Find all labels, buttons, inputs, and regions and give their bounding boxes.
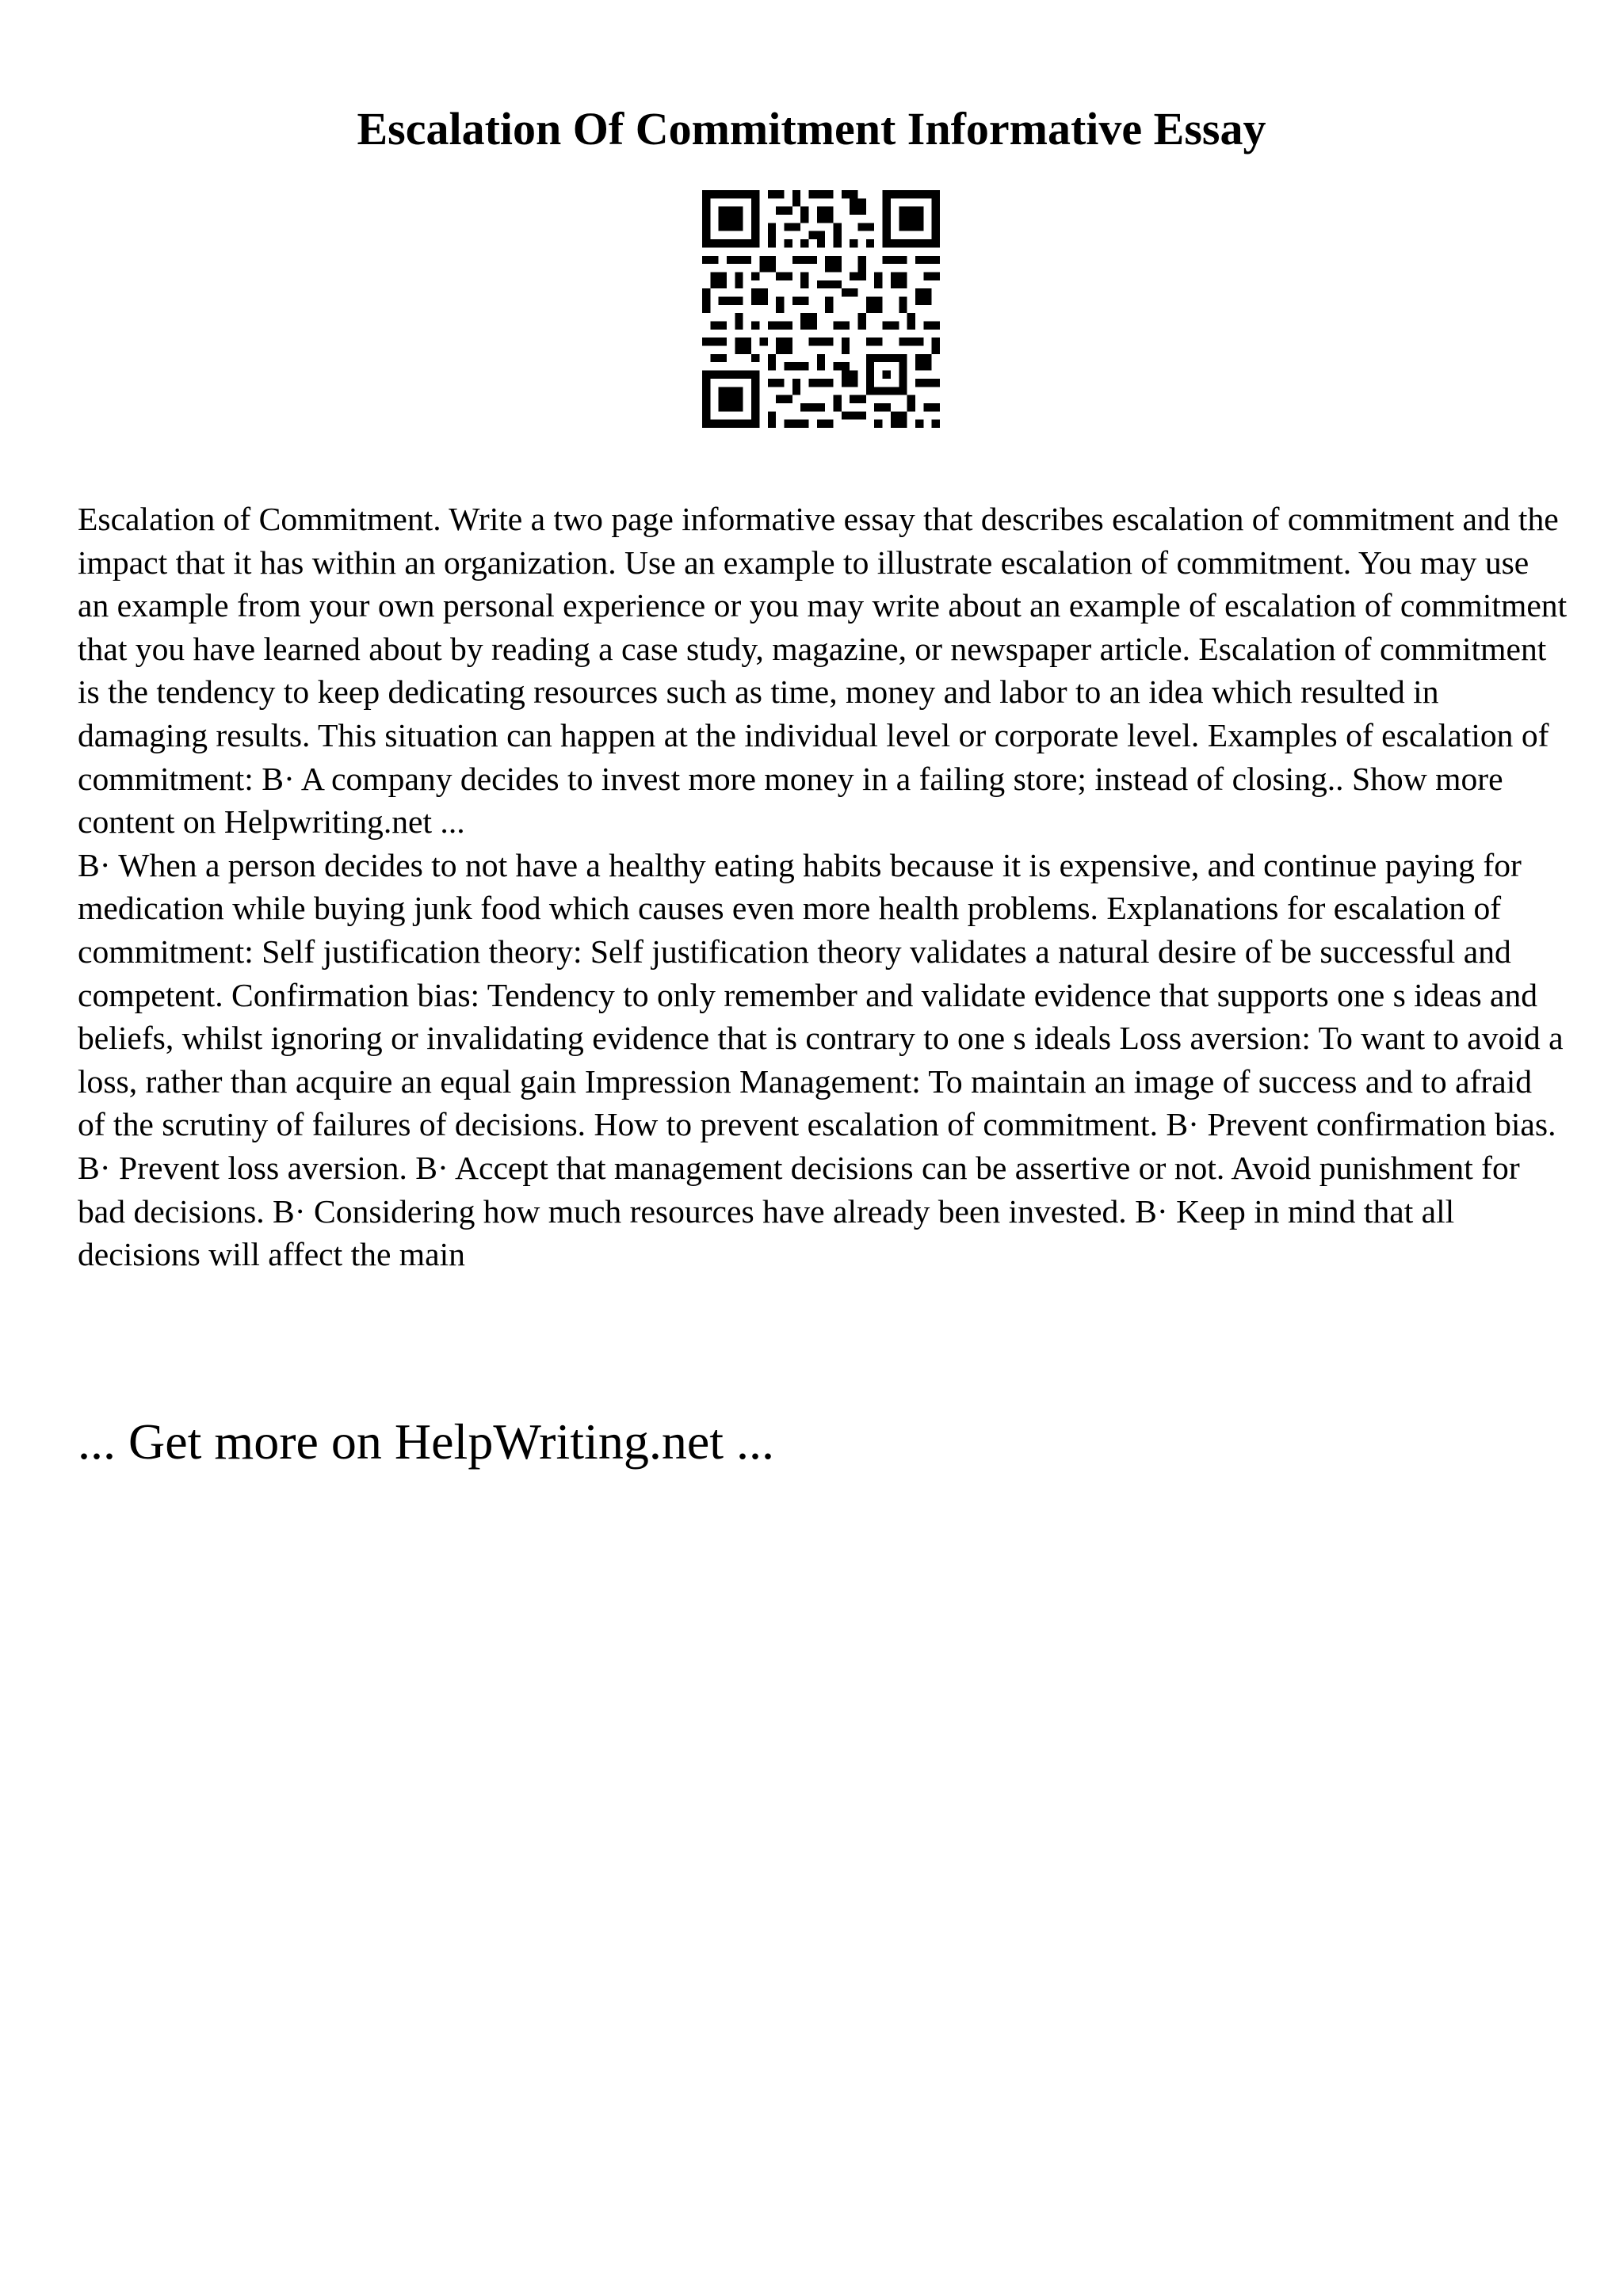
essay-body (78, 498, 1568, 1276)
qr-code-icon (702, 190, 940, 428)
essay-paragraph-1: Escalation of Commitment. Write a two page informative essay that describes escalation of commitment and the impact that it has within an organization. Use an example to illustrate escalation of commitment. You may use an example from your own personal experience or you may write about an example of escalation of commitment that you have learned about by reading a case study, magazine, or newspaper article. Escalation of commitment is the tendency to keep dedicating resources such as time, money and labor to an idea which resulted in damaging results. This situation can happen at the individual level or corporate level. Examples of escalation of commitment: B· A company decides to invest more money in a failing store; instead of closing.. Show more content on Helpwriting.net ... (78, 501, 1568, 841)
document-title: Escalation Of Commitment Informative Essay (357, 103, 1266, 154)
get-more-link[interactable]: ... Get more on HelpWriting.net ... (78, 1413, 774, 1470)
essay-paragraph-2: B· When a person decides to not have a healthy eating habits because it is expensive, and continue paying for medication while buying junk food which causes even more health problems. Explanations for escalation of commitment: Self justification theory: Self justification theory validates a natural desire of be successful and competent. Confirmation bias: Tendency to only remember and validate evidence that supports one s ideas and beliefs, whilst ignoring or invalidating evidence that is contrary to one s ideals Loss aversion: To want to avoid a loss, rather than acquire an equal gain Impression Management: To maintain an image of success and to afraid of the scrutiny of failures of decisions. How to prevent escalation of commitment. B· Prevent confirmation bias. B· Prevent loss aversion. B· Accept that management decisions can be assertive or not. Avoid punishment for bad decisions. B· Considering how much resources have already been invested. B· Keep in mind that all decisions will affect the main (78, 846, 1564, 1273)
